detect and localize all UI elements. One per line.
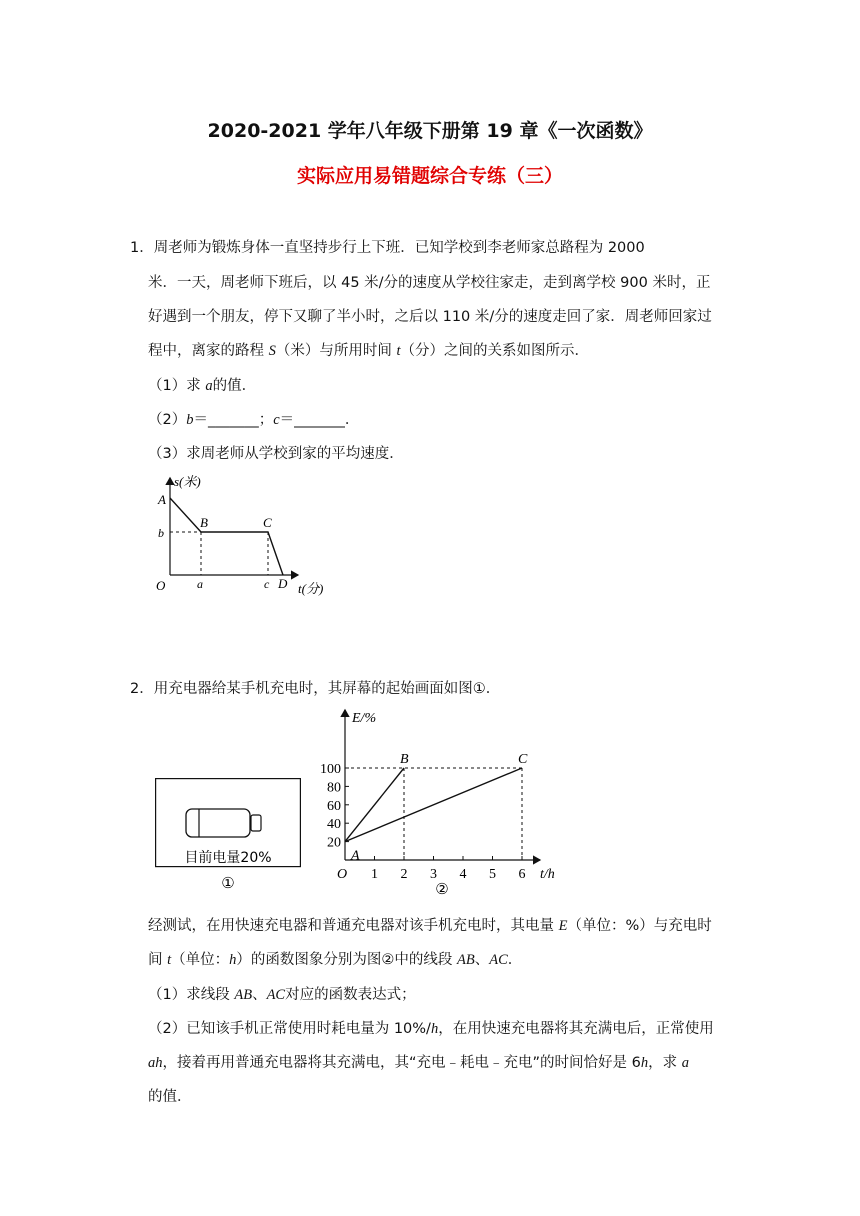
q2-text: ，在用快速充电器将其充满电后，正常使用	[438, 1021, 714, 1037]
q2-var-h: h	[640, 1055, 649, 1071]
q1-var-t: t	[396, 343, 401, 359]
x-tick-label: 3	[430, 867, 437, 882]
q2-var-e: E	[558, 918, 568, 934]
fig1-label: ①	[221, 874, 235, 892]
q2-text: 经测试，在用快速充电器和普通充电器对该手机充电时，其电量	[148, 918, 559, 934]
q1-line-4	[148, 339, 589, 360]
q2-grid	[345, 768, 522, 860]
x-tick-label: 2	[400, 867, 408, 882]
q2-sub-2	[148, 1017, 714, 1038]
q1-tick-c: c	[264, 577, 270, 591]
q1-y-label: s(米)	[174, 474, 201, 489]
q1-graph	[150, 470, 350, 600]
q1-point-d: D	[278, 576, 288, 591]
q2-var-ab: AB	[234, 987, 253, 1003]
q2-y-label: E/%	[352, 711, 377, 726]
q1-path-line	[170, 498, 283, 575]
q2-var-ac: AC	[266, 987, 286, 1003]
q2-line-1: 2．用充电器给某手机充电时，其屏幕的起始画面如图①．	[130, 681, 501, 697]
q1-text: 的值．	[212, 378, 257, 394]
q1-var-c: c	[273, 412, 280, 428]
q1-var-s: S	[268, 343, 276, 359]
q2-graph	[308, 704, 570, 900]
q1-text: （1）求	[148, 378, 206, 394]
q1-x-label: t(分)	[298, 581, 324, 596]
q2-text: 对应的函数表达式；	[285, 987, 416, 1003]
battery-icon	[186, 809, 250, 837]
q2-text: （1）求线段	[148, 987, 235, 1003]
q2-sub-1	[148, 983, 416, 1004]
q2-var-ab: AB	[457, 952, 475, 968]
q1-text: （分）之间的关系如图所示．	[400, 343, 589, 359]
x-tick-label: 1	[371, 867, 378, 882]
q1-tick-b: b	[158, 526, 164, 540]
q2-text: 、	[252, 987, 267, 1003]
q2-origin-label: O	[337, 867, 348, 882]
fig2-label: ②	[435, 880, 449, 898]
q2-x-label: t/h	[540, 867, 555, 882]
q1-text: （2）	[148, 412, 187, 428]
y-tick-label: 40	[327, 817, 341, 833]
q2-text: 、	[474, 952, 490, 968]
q2-var-h: h	[430, 1021, 439, 1037]
q2-text: （单位：%）与充电时	[567, 918, 712, 934]
q1-origin-label: O	[156, 578, 166, 593]
q1-sub-2	[148, 408, 359, 429]
q1-tick-a: a	[197, 577, 203, 591]
q2-text: ）的函数图象分别为图②中的线段	[236, 952, 457, 968]
q1-point-c: C	[263, 515, 272, 530]
q2-text: （单位：	[171, 952, 230, 968]
q2-segment-ac	[345, 768, 522, 842]
q2-text-2	[148, 948, 522, 969]
q1-blank-c: ＝_______．	[279, 412, 360, 428]
q1-blank-b: ＝_______；	[193, 412, 274, 428]
q1-sub-1	[148, 374, 256, 395]
battery-status-text: 目前电量20%	[184, 850, 272, 866]
q2-point-c: C	[518, 752, 528, 767]
y-tick-label: 80	[327, 780, 341, 796]
x-tick-label: 4	[459, 867, 467, 882]
q2-var-t: t	[167, 952, 172, 968]
q2-text: ，求	[648, 1055, 682, 1071]
y-tick-label: 60	[327, 798, 341, 814]
q1-text: （米）与所用时间	[275, 343, 397, 359]
q1-point-b: B	[200, 515, 208, 530]
x-tick-label: 5	[489, 867, 496, 882]
q2-var-h: h	[229, 952, 237, 968]
battery-tip-icon	[251, 815, 261, 831]
q2-point-b: B	[400, 752, 409, 767]
q1-line-3: 好遇到一个朋友，停下又聊了半小时，之后以 110 米/分的速度走回了家．周老师回家过	[148, 309, 712, 325]
q2-screen-figure	[155, 778, 301, 893]
q1-line-1: 1．周老师为锻炼身体一直坚持步行上下班．已知学校到李老师家总路程为 2000	[130, 240, 645, 256]
q2-segment-ab	[345, 768, 404, 842]
q2-point-a: A	[351, 848, 360, 864]
y-tick-label: 20	[327, 835, 341, 851]
q2-text: 间	[148, 952, 168, 968]
q2-var-ah: ah	[148, 1055, 163, 1071]
q2-text: ．	[507, 952, 523, 968]
q1-text: 程中，离家的路程	[148, 343, 269, 359]
q2-text-1	[148, 914, 712, 935]
q2-sub-2-line-2	[148, 1051, 689, 1072]
q1-line-2: 米．一天，周老师下班后，以 45 米/分的速度从学校往家走，走到离学校 900 米时，正	[148, 275, 711, 291]
q2-var-a: a	[681, 1055, 689, 1071]
q1-var-b: b	[186, 412, 194, 428]
page-subtitle: 实际应用易错题综合专练（三）	[296, 165, 563, 187]
q1-var-a: a	[205, 378, 213, 394]
q1-point-a: A	[158, 492, 166, 507]
q2-text: （2）已知该手机正常使用时耗电量为 10%/	[148, 1021, 431, 1037]
q2-text: ，接着再用普通充电器将其充满电，其“充电﹣耗电﹣充电”的时间恰好是 6	[162, 1055, 641, 1071]
q2-var-ac: AC	[489, 952, 508, 968]
q1-sub-3: （3）求周老师从学校到家的平均速度．	[148, 446, 404, 462]
y-tick-label: 100	[320, 762, 341, 777]
x-tick-label: 6	[518, 867, 526, 882]
q2-sub-2-line-3: 的值．	[148, 1089, 192, 1105]
page-title: 2020-2021 学年八年级下册第 19 章《一次函数》	[207, 120, 653, 142]
